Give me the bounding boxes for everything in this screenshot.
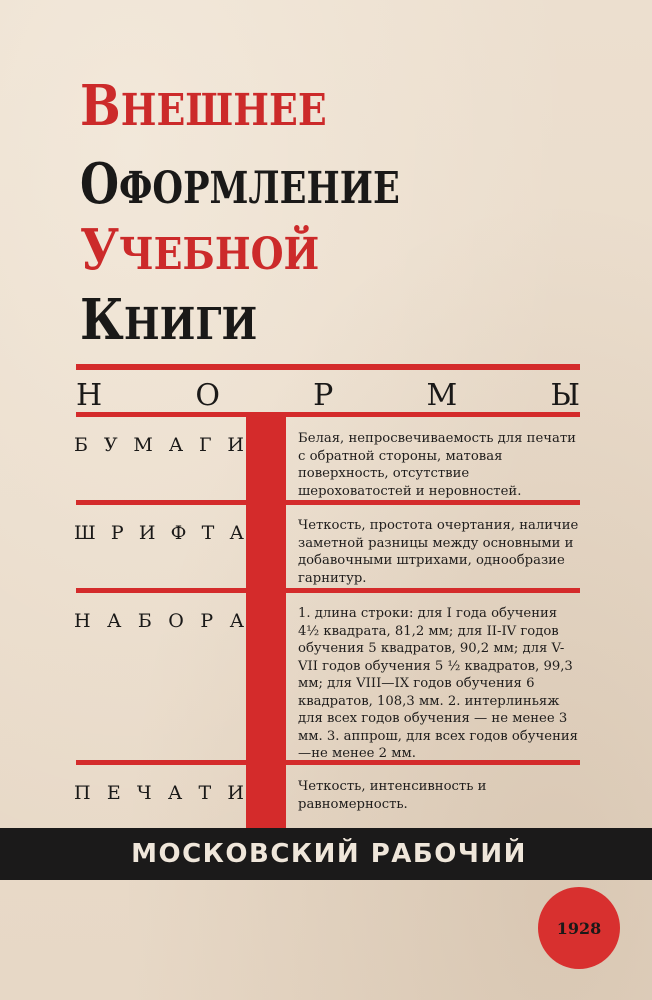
label-letter: О bbox=[168, 610, 184, 632]
label-letter: Г bbox=[198, 434, 212, 456]
desc-paper: Белая, непросвечиваемость для печати с обратной стороны, матовая поверхность, отсутствие шероховатостей и неровностей. bbox=[298, 431, 576, 499]
label-printing bbox=[74, 782, 244, 804]
rule-row-3-left bbox=[76, 760, 246, 765]
label-letter: У bbox=[103, 434, 118, 456]
desc-typesetting: 1. длина строки: для I года обучения 4½ квадрата, 81,2 мм; для II-IV годов обучения 5 квадратов, 90,2 мм; для V-VII годов обучения 5 ½ квадратов, 99,3 мм; для VIII—IX годов обучения 6 квадратов, 108,3 мм. 2. интерлиньяж для всех годов обучения — не менее 3 мм. 3. аппрош, для всех годов обучения—не менее 2 мм. bbox=[298, 606, 578, 761]
label-letter: А bbox=[229, 610, 244, 632]
label-letter: Ф bbox=[170, 522, 187, 544]
label-letter: М bbox=[133, 434, 153, 456]
label-letter: Р bbox=[110, 522, 124, 544]
label-letter: Ч bbox=[136, 782, 152, 804]
label-letter: Р bbox=[200, 610, 214, 632]
publisher-name: МОСКОВСКИЙ РАБОЧИЙ bbox=[131, 839, 527, 869]
label-letter: А bbox=[107, 610, 122, 632]
rule-row-1-right bbox=[286, 500, 580, 505]
title-line-2: ОФОРМЛЕНИЕ bbox=[80, 151, 400, 217]
label-letter: Е bbox=[106, 782, 121, 804]
title-line-1: ВНЕШНЕЕ bbox=[80, 73, 327, 139]
title-line-4: КНИГИ bbox=[80, 287, 258, 353]
desc-font: Четкость, простота очертания, наличие заметной разницы между основными и добавочными штрихами, однообразие гарнитур. bbox=[298, 518, 579, 586]
rule-row-2-right bbox=[286, 588, 580, 593]
rule-under-heading bbox=[76, 412, 580, 417]
publisher-band bbox=[0, 828, 652, 880]
label-letter: И bbox=[138, 522, 156, 544]
label-letter: Б bbox=[137, 610, 152, 632]
label-letter: И bbox=[227, 782, 244, 804]
year-badge bbox=[538, 887, 620, 969]
label-typesetting bbox=[74, 610, 244, 632]
rule-row-1-left bbox=[76, 500, 246, 505]
norms-heading: Н О Р М Ы bbox=[76, 377, 580, 413]
year-text: 1928 bbox=[556, 918, 602, 938]
vertical-red-bar bbox=[246, 417, 286, 828]
label-letter: Ш bbox=[74, 522, 96, 544]
title-line-3: УЧЕБНОЙ bbox=[80, 217, 320, 283]
label-letter: Н bbox=[74, 610, 91, 632]
label-letter: А bbox=[168, 434, 184, 456]
label-letter: Т bbox=[201, 522, 215, 544]
label-paper bbox=[74, 434, 244, 456]
label-letter: И bbox=[227, 434, 244, 456]
label-font bbox=[74, 522, 244, 544]
label-letter: А bbox=[167, 782, 183, 804]
label-letter: Т bbox=[198, 782, 212, 804]
label-letter: Б bbox=[74, 434, 88, 456]
label-letter: П bbox=[74, 782, 91, 804]
label-letter: А bbox=[229, 522, 244, 544]
rule-row-2-left bbox=[76, 588, 246, 593]
desc-printing: Четкость, интенсивность и равномерность. bbox=[298, 779, 487, 812]
rule-top bbox=[76, 364, 580, 370]
